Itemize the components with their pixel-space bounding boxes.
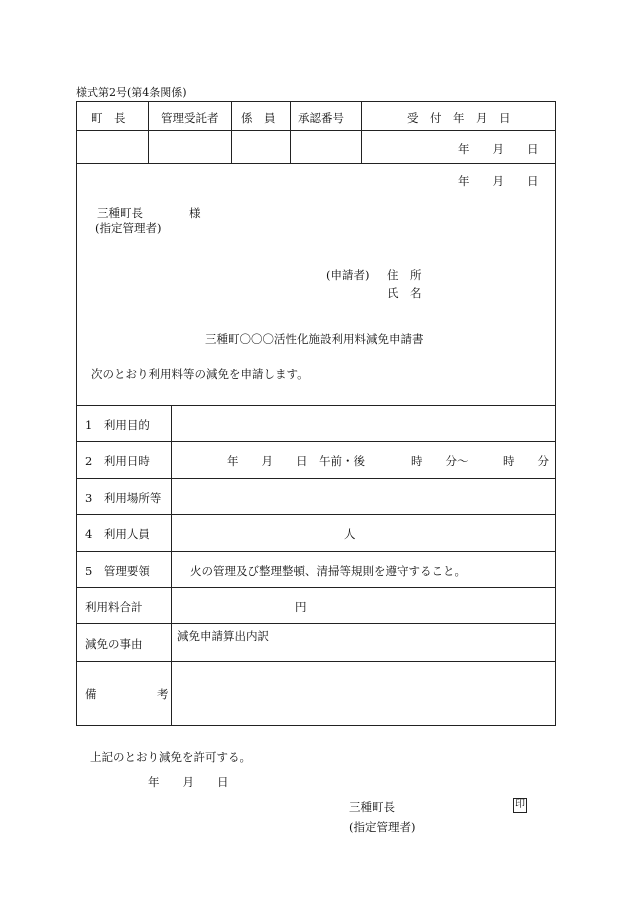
remarks-label-left: 備 xyxy=(85,687,97,701)
addressee-sub: (指定管理者) xyxy=(95,221,162,235)
header-manager: 管理受託者 xyxy=(161,111,219,125)
name-label: 氏 名 xyxy=(387,286,422,300)
approval-signer: 三種町長 xyxy=(349,800,395,814)
addressee: 三種町長 xyxy=(97,206,143,220)
applicant-label: (申請者) xyxy=(326,268,370,282)
total-unit: 円 xyxy=(295,600,307,614)
rules-label: 5 管理要領 xyxy=(85,564,150,578)
header-col-divider-4 xyxy=(361,102,362,163)
people-unit: 人 xyxy=(344,527,356,541)
approval-statement: 上記のとおり減免を許可する。 xyxy=(90,750,251,764)
seal-mark: 印 xyxy=(513,798,527,813)
header-bottom-divider xyxy=(77,163,555,164)
document-title: 三種町〇〇〇活性化施設利用料減免申請書 xyxy=(205,332,424,346)
datetime-value[interactable]: 年 月 日 午前・後 時 分～ 時 分 xyxy=(227,454,549,468)
application-statement: 次のとおり利用料等の減免を申請します。 xyxy=(91,367,309,381)
header-col-divider-1 xyxy=(148,102,149,163)
header-staff: 係 員 xyxy=(241,111,276,125)
rules-value: 火の管理及び整理整頓、清掃等規則を遵守すること。 xyxy=(190,564,466,578)
purpose-label: 1 利用目的 xyxy=(85,418,150,432)
row-divider-datetime xyxy=(77,478,555,479)
total-label: 利用料合計 xyxy=(85,600,143,614)
row-divider-purpose xyxy=(77,441,555,442)
reason-label: 減免の事由 xyxy=(85,637,143,651)
address-label: 住 所 xyxy=(387,268,422,282)
remarks-label-right: 考 xyxy=(157,687,169,701)
header-col-divider-3 xyxy=(290,102,291,163)
received-date-field[interactable]: 年 月 日 xyxy=(458,142,539,156)
application-form xyxy=(76,101,556,726)
row-divider-place xyxy=(77,514,555,515)
row-divider-people xyxy=(77,551,555,552)
datetime-label: 2 利用日時 xyxy=(85,454,150,468)
label-column-divider xyxy=(171,405,172,726)
row-divider-rules xyxy=(77,587,555,588)
approval-signer-sub: (指定管理者) xyxy=(349,820,416,834)
form-number-label: 様式第2号(第4条関係) xyxy=(76,86,187,99)
approval-date[interactable]: 年 月 日 xyxy=(148,775,229,789)
header-received-date: 受 付 年 月 日 xyxy=(407,111,511,125)
people-label: 4 利用人員 xyxy=(85,527,150,541)
header-col-divider-2 xyxy=(231,102,232,163)
addressee-honorific: 様 xyxy=(189,206,201,220)
header-approval-number: 承認番号 xyxy=(298,111,344,125)
row-divider-reason xyxy=(77,661,555,662)
body-divider xyxy=(77,405,555,406)
place-label: 3 利用場所等 xyxy=(85,491,162,505)
row-divider-total xyxy=(77,623,555,624)
application-date[interactable]: 年 月 日 xyxy=(458,174,539,188)
reason-value[interactable]: 減免申請算出内訳 xyxy=(177,629,269,643)
header-town-chief: 町 長 xyxy=(91,111,126,125)
